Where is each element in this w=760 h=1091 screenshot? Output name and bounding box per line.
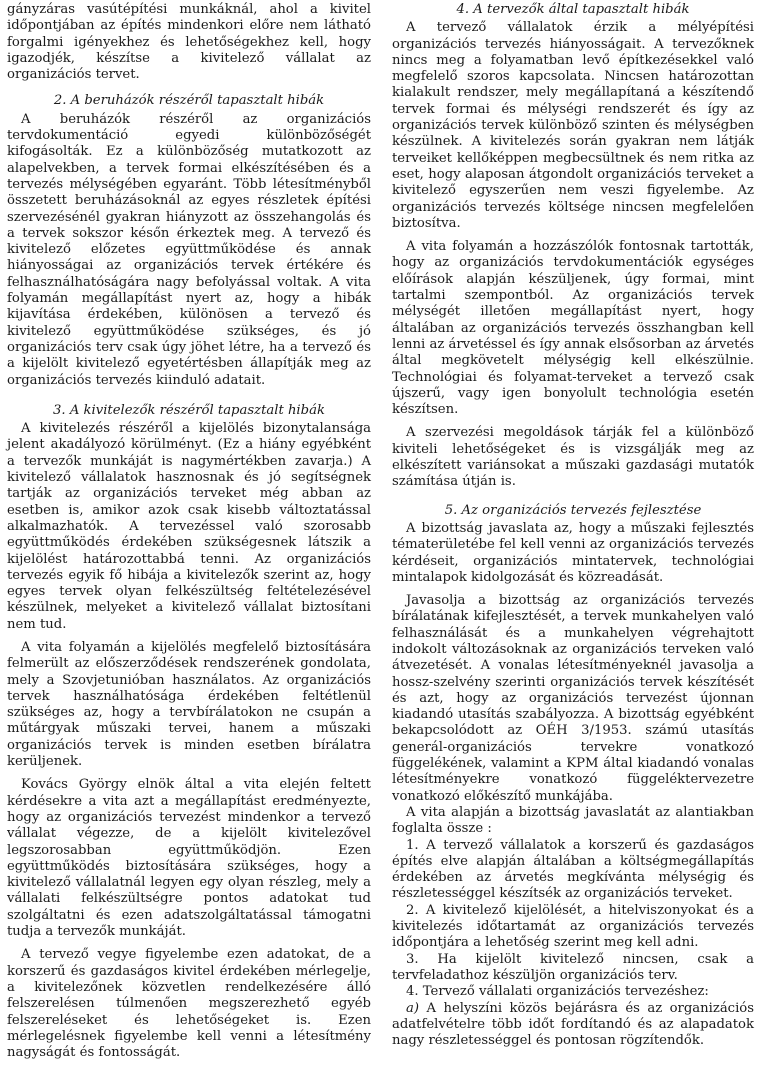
paragraph-5-2: Javasolja a bizottság az organizációs tervezés bírálatának kifejlesztését, a tervek munkahelyen való felhasználását és a munkahelyen végrehajtott indokolt változásoknak az organizációs terveken való átvezetését. A vonalas létesítményeknél javasolja a hossz-szelvény szerinti organizációs tervek készítését és azt, hogy az organizációs tervezést újonnan kiadandó utasítás szabályozza. A bizottság egyébként bekapcsolódott az OÉH 3/1953. számú utasítás generál-organizációs tervekre vonatkozó függelékének, valamint a KPM által kiadandó vonalas létesítményekre vonatkozó függeléktervezetre vonatkozó előkészítő munkájába. <box>392 593 754 804</box>
list-item-4a <box>392 1001 754 1050</box>
paragraph-intro: gányzáras vasútépítési munkáknál, ahol a kivitel időpontjában az építés mindenkori előre nem látható forgalmi igényekhez és lehetőségekhez kell, hogy igazodjék, készítse a kivitelező vállalat az organizációs tervet. <box>7 2 371 83</box>
paragraph-3-3: Kovács György elnök által a vita elején feltett kérdésekre a vita azt a megállapítást eredményezte, hogy az organizációs tervezést mindenkor a tervező vállalat végezze, de a kijelölt kivitelezővel legszorosabban együttműködjön. Ezen együttműködés biztosítására szükséges, hogy a kivitelező vállalatnál legyen egy olyan részleg, mely a vállalati felkészültségre pontos adatokat tud szolgáltatni és ezen adatszolgáltatással támogatni tudja a tervezők munkáját. <box>7 777 371 940</box>
paragraph-4-1: A tervező vállalatok érzik a mélyépítési organizációs tervezés hiányosságait. A tervezőknek nincs meg a folyamatban levő építkezésekkel való megfelelő szoros kapcsolata. Nincsen határozottan kialakult rendszer, mely megállapítaná a készítendő tervek formai és mélységi rendszerét és így az organizációs tervek különböző szinten és mélységben készülnek. A kivitelezés során gyakran nem látják terveiket kellőképpen megbecsültnek és nem ritka az eset, hogy alaposan átgondolt organizációs terveket a kivitelező egyszerűen nem veszi figyelembe. Az organizációs tervezés költsége nincsen megfelelően biztosítva. <box>392 20 754 231</box>
paragraph-3-1: A kivitelezés részéről a kijelölés bizonytalansága jelent akadályozó körülményt. (Ez a hiány egyébként a tervezők munkáját is nagymértékben zavarja.) A kivitelező vállalatok hasznosnak és jó segítségnek tartják az organizációs terveket még abban az esetben is, amikor azok csak kisebb változtatással alkalmazhatók. A tervezéssel való szorosabb együttműködés érdekében szükségesnek látszik a kijelölést határozottabbá tenni. Az organizációs tervezés egyik fő hibája a kivitelezők szerint az, hogy egyes tervek olyan felkészültség feltételezésével készülnek, melyeket a kivitelező vállalat biztosítani nem tud. <box>7 421 371 632</box>
paragraph-4-2: A vita folyamán a hozzászólók fontosnak tartották, hogy az organizációs tervdokumentációk egységes előírások alapján készüljenek, úgy formai, mint tartalmi szempontból. Az organizációs tervek mélységét illetően megállapítást nyert, hogy általában az organizációs tervezés összhangban kell lenni az árvetéssel és így annak elsősorban az árvetés által megkövetelt mélységig kell elkészülnie. Technológiai és folyamat-terveket a tervező csak újszerű, vagy igen bonyolult technológia esetén készítsen. <box>392 239 754 418</box>
list-item-4a-text: A helyszíni közös bejárásra és az organizációs adatfelvételre több időt fordítandó és az alapadatok nagy részletességgel és pontosan rögzítendők. <box>392 1000 754 1049</box>
list-item-4: 4. Tervező vállalati organizációs tervezéshez: <box>406 984 709 1000</box>
paragraph-5-1: A bizottság javaslata az, hogy a műszaki fejlesztés tématerületébe fel kell venni az organizációs tervezés kérdéseit, organizációs mintatervek, technológiai mintalapok kidolgozását és közreadását. <box>392 520 754 585</box>
list-item-4a-letter: a) <box>406 1000 420 1016</box>
paragraph-5-3: A vita alapján a bizottság javaslatát az alantiakban foglalta össze : <box>392 804 754 837</box>
list-item-3: 3. Ha kijelölt kivitelező nincsen, csak a tervfeladathoz készüljön organizációs terv. <box>392 951 754 983</box>
heading-section-4: 4. A tervezők által tapasztalt hibák <box>456 2 690 17</box>
list-item-2: 2. A kivitelező kijelölését, a hitelviszonyokat és a kivitelezés időtartamát az organizációs tervezés időpontjára a lehetőség szerint meg kell adni. <box>392 902 754 951</box>
paragraph-3-2: A vita folyamán a kijelölés megfelelő biztosítására felmerült az előszerződések rendszerének gondolata, mely a Szovjetunióban használatos. Az organizációs tervek használhatósága érdekében feltétlenül szükséges az, hogy a tervbírálatokon ne csupán a műtárgyak műszaki tervei, hanem a műszaki organizációs tervek is minden esetben bírálatra kerüljenek. <box>7 639 371 770</box>
heading-section-5: 5. Az organizációs tervezés fejlesztése <box>444 502 702 518</box>
left-column <box>7 2 371 1091</box>
heading-section-3: 3. A kivitelezők részéről tapasztalt hibák <box>53 402 325 418</box>
list-item-1: 1. A tervező vállalatok a korszerű és gazdaságos építés elve alapján általában a költségmegállapítás érdekében az árvetés megkívánta mélységig és részletességgel készítsék az organizációs terveket. <box>392 837 754 902</box>
paragraph-4-3: A szervezési megoldások tárják fel a különböző kiviteli lehetőségeket és is vizsgálják meg az elkészített variánsokat a műszaki gazdasági mutatók számítása útján is. <box>392 425 754 490</box>
paragraph-2-1: A beruházók részéről az organizációs tervdokumentáció egyedi különbözőségét kifogásolták. Ez a különbözőség mutatkozott az alapelvekben, a tervek formai elkészítésében és a tervezés mélységében egyaránt. Több létesítményből összetett beruházásoknál az egyes részletek építési szervezésénél gyakran hiányzott az összehangolás és a tervek sokszor későn érkeztek meg. A tervező és kivitelező előzetes együttműködése és annak hiányosságai az organizációs tervek értékére és felhasználhatóságára nagy befolyással voltak. A vita folyamán megállapítást nyert az, hogy a hibák kijavítása érdekében, különösen a tervező és kivitelező együttműködése szükséges, és jó organizációs terv csak úgy jöhet létre, ha a tervező és a kijelölt kivitelező egyetértésben állapítják meg az organizációs tervezés kiinduló adatait. <box>7 111 371 388</box>
heading-section-2: 2. A beruházók részéről tapasztalt hibák <box>53 93 325 109</box>
paragraph-3-4: A tervező vegye figyelembe ezen adatokat, de a korszerű és gazdaságos kivitel érdekében mérlegelje, a kivitelezőnek közvetlen rendelkezésére álló felszerelésen túlmenően megszerezhető egyéb felszereléseket és lehetőségeket is. Ezen mérlegelésnek figyelembe kell venni a létesítmény nagyságát és fontosságát. <box>7 947 371 1061</box>
right-column <box>392 2 754 1091</box>
